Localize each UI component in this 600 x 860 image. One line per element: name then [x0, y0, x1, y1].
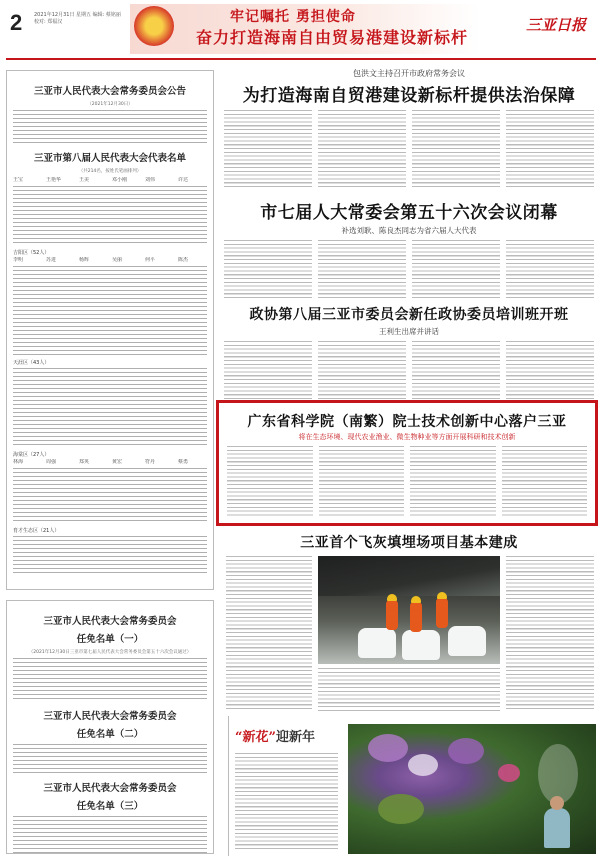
- masthead-divider: [6, 58, 596, 60]
- text-column: [224, 110, 312, 190]
- name-entry: 林海: [13, 459, 24, 465]
- name-entry: 王艳华: [46, 177, 62, 183]
- photo-flowers: [368, 734, 408, 762]
- name-grid: [13, 257, 207, 264]
- name-entry: 陈杰: [178, 257, 189, 263]
- name-entry: 邓小刚: [112, 177, 128, 183]
- group-heading: 育才生态区（21人）: [13, 528, 60, 534]
- feature-quote-close: ”: [268, 730, 276, 745]
- text-column: [226, 556, 312, 712]
- photo-bag: [448, 626, 486, 656]
- main-articles: [224, 62, 594, 403]
- name-grid: [13, 177, 207, 184]
- article-body: [224, 110, 594, 190]
- photo-worker: [410, 602, 422, 632]
- text-column: [410, 446, 496, 518]
- landfill-article: [224, 532, 594, 552]
- name-list-subtitle: （共214名，按姓氏笔画排列）: [78, 169, 142, 174]
- text-column: [227, 446, 313, 518]
- masthead: [0, 0, 600, 62]
- flower-market-photo: [348, 724, 596, 854]
- group-heading: 天涯区（43人）: [13, 360, 50, 366]
- article-headline: 政协第八届三亚市委员会新任政协委员培训班开班: [249, 307, 569, 323]
- appointment-subtitle: 任免名单（三）: [76, 801, 144, 812]
- name-entry: 刘伟: [145, 177, 156, 183]
- name-entry: 王宝: [13, 177, 24, 183]
- featured-article-box: [216, 400, 598, 526]
- photo-helmet: [387, 594, 397, 601]
- appointment-body: [13, 744, 207, 774]
- article-subhead: 将在生态环境、现代农业渔业、微生物种业等方面开展科研和技术创新: [298, 433, 516, 441]
- name-entry: 王美: [79, 177, 90, 183]
- photo-worker: [436, 598, 448, 628]
- photo-person: [544, 808, 570, 848]
- appointment-title: 三亚市人民代表大会常务委员会: [43, 616, 177, 627]
- left-notice-panel: [6, 70, 214, 590]
- text-column: [412, 110, 500, 190]
- appointment-body: [13, 658, 207, 702]
- article-subhead: 补选刘耿、陈良杰同志为省六届人大代表: [341, 226, 477, 235]
- name-list-body: [13, 186, 207, 246]
- article-body: [224, 240, 594, 298]
- text-column: [506, 556, 594, 712]
- name-list-body: [13, 266, 207, 356]
- group-heading: 海棠区（27人）: [13, 452, 50, 458]
- feature-title-rest: 迎新年: [275, 730, 315, 745]
- name-entry: 周强: [46, 459, 57, 465]
- notice-date: （2021年12月30日）: [87, 102, 133, 107]
- article-body: [224, 341, 594, 403]
- landfill-photo: [318, 556, 500, 664]
- text-column: [502, 446, 588, 518]
- left-appointment-panel: [6, 600, 214, 854]
- photo-helmet: [411, 596, 421, 603]
- appointment-title: 三亚市人民代表大会常务委员会: [43, 711, 177, 722]
- text-column: [318, 668, 500, 712]
- name-entry: 符丹: [145, 459, 156, 465]
- name-entry: 郑英: [79, 459, 90, 465]
- name-entry: 蔡勇: [178, 459, 189, 465]
- photo-foliage: [378, 794, 424, 824]
- photo-bag: [358, 628, 396, 658]
- text-column: [318, 341, 406, 403]
- name-list-body: [13, 536, 207, 576]
- name-entry: 许达: [178, 177, 189, 183]
- newspaper-logo: 三亚日报: [525, 16, 586, 34]
- photo-flowers: [448, 738, 484, 764]
- article-kicker: 包洪文主持召开市政府常务会议: [353, 69, 465, 78]
- photo-person-head: [550, 796, 564, 810]
- feature-title: [235, 726, 338, 745]
- notice-body-text: [13, 110, 207, 144]
- name-entry: 吴丽: [112, 257, 123, 263]
- feature-body: [235, 753, 338, 849]
- text-column: [506, 110, 594, 190]
- banner-slogan-line1: 牢记嘱托 勇担使命: [230, 9, 356, 25]
- photo-worker: [386, 600, 398, 630]
- appointment-body: [13, 816, 207, 856]
- name-list-body: [13, 368, 207, 448]
- text-column: [224, 341, 312, 403]
- photo-roof: [318, 556, 500, 596]
- name-entry: 杨辉: [79, 257, 90, 263]
- text-column: [506, 341, 594, 403]
- appointment-subtitle: 任免名单（一）: [76, 634, 144, 645]
- name-list-body: [13, 468, 207, 524]
- text-column: [318, 240, 406, 298]
- appointment-title: 三亚市人民代表大会常务委员会: [43, 783, 177, 794]
- text-column: [412, 341, 500, 403]
- photo-bag: [402, 630, 440, 660]
- article-body: [227, 446, 587, 518]
- name-entry: 何平: [145, 257, 156, 263]
- text-column: [412, 240, 500, 298]
- text-column: [224, 240, 312, 298]
- name-list-title: 三亚市第八届人民代表大会代表名单: [33, 153, 186, 164]
- appointment-date: （2021年12月30日三亚市第七届人民代表大会常务委员会第五十六次会议通过）: [28, 650, 192, 655]
- group-heading: 吉阳区（52人）: [13, 250, 50, 256]
- photo-helmet: [437, 592, 447, 599]
- photo-flowers: [408, 754, 438, 776]
- article-subhead: 王利生出席并讲话: [379, 327, 439, 336]
- party-emblem-icon: [134, 6, 174, 46]
- notice-title: 三亚市人民代表大会常务委员会公告: [33, 86, 186, 97]
- appointment-subtitle: 任免名单（二）: [76, 729, 144, 740]
- feature-keyword: 新花: [242, 730, 269, 745]
- photo-path: [538, 744, 578, 804]
- feature-quote-open: “: [235, 730, 243, 745]
- article-headline: 为打造海南自贸港建设新标杆提供法治保障: [242, 86, 576, 106]
- feature-new-flowers: [228, 716, 344, 856]
- text-column: [506, 240, 594, 298]
- photo-flowers: [498, 764, 520, 782]
- name-grid: [13, 459, 207, 466]
- text-column: [318, 110, 406, 190]
- page-number: 2: [10, 10, 23, 35]
- date-line: 2021年12月31日 星期五 编辑: 蔡铭丽 校对: 郑福汉: [34, 12, 121, 25]
- banner-slogan-line2: 奋力打造海南自由贸易港建设新标杆: [196, 28, 469, 47]
- name-entry: 黄宏: [112, 459, 123, 465]
- article-headline: 市七届人大常委会第五十六次会议闭幕: [260, 203, 558, 223]
- article-headline: 广东省科学院（南繁）院士技术创新中心落户三亚: [247, 414, 567, 430]
- name-entry: 苏进: [46, 257, 57, 263]
- article-headline: 三亚首个飞灰填埋场项目基本建成: [300, 535, 518, 551]
- text-column: [319, 446, 405, 518]
- name-entry: 李明: [13, 257, 24, 263]
